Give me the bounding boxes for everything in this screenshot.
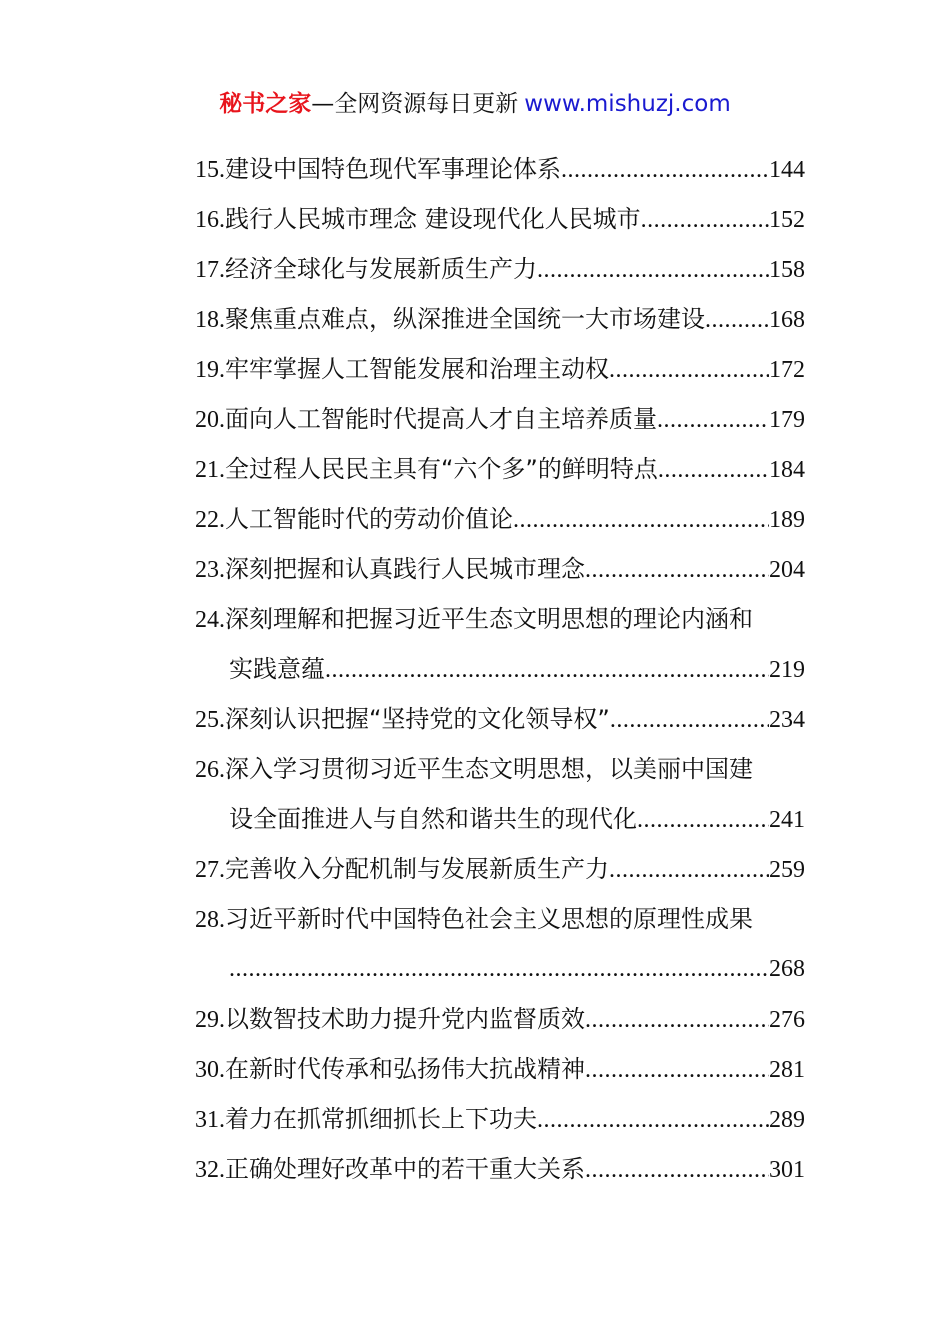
toc-entry-title: 全过程人民民主具有“六个多”的鲜明特点 — [225, 455, 658, 483]
toc-page-number: 158 — [769, 257, 805, 283]
toc-entry-title: 设全面推进人与自然和谐共生的现代化 — [229, 805, 637, 833]
toc-page-number: 259 — [769, 857, 805, 883]
dot-leader — [657, 395, 769, 444]
toc-entry-number: 27. — [195, 857, 225, 883]
toc-entry-number: 17. — [195, 257, 225, 283]
dot-leader — [610, 695, 769, 744]
brand-name: 秘书之家 — [219, 91, 312, 117]
toc-page-number: 219 — [769, 657, 805, 683]
toc-entry-number: 21. — [195, 457, 225, 483]
toc-entry-number: 26. — [195, 757, 225, 783]
toc-entry-number: 16. — [195, 207, 225, 233]
dot-leader — [585, 1145, 769, 1194]
toc-entry-number: 29. — [195, 1007, 225, 1033]
toc-entry-number: 15. — [195, 157, 225, 183]
toc-entry-title: 深刻把握和认真践行人民城市理念 — [225, 555, 585, 583]
toc-entry-number: 23. — [195, 557, 225, 583]
toc-page-number: 172 — [769, 357, 805, 383]
toc-entry-title: 深入学习贯彻习近平生态文明思想，以美丽中国建 — [225, 755, 753, 783]
toc-entry-title: 习近平新时代中国特色社会主义思想的原理性成果 — [225, 905, 753, 933]
toc-entry-title: 在新时代传承和弘扬伟大抗战精神 — [225, 1055, 585, 1083]
dot-leader — [325, 645, 769, 694]
toc-entry[interactable] — [195, 694, 805, 744]
toc-entry-title: 牢牢掌握人工智能发展和治理主动权 — [225, 355, 609, 383]
toc-entry-title: 聚焦重点难点，纵深推进全国统一大市场建设 — [225, 305, 705, 333]
toc-page-number: 289 — [769, 1107, 805, 1133]
toc-entry-continuation[interactable] — [195, 794, 805, 844]
dot-leader — [537, 1095, 769, 1144]
dot-leader — [609, 845, 769, 894]
toc-entry-continuation[interactable] — [195, 944, 805, 994]
dot-leader — [537, 245, 769, 294]
toc-entry[interactable] — [195, 1144, 805, 1194]
toc-entry-title: 以数智技术助力提升党内监督质效 — [225, 1005, 585, 1033]
toc-entry-title: 深刻理解和把握习近平生态文明思想的理论内涵和 — [225, 605, 753, 633]
toc-entry-title: 建设中国特色现代军事理论体系 — [225, 155, 561, 183]
toc-entry-title: 完善收入分配机制与发展新质生产力 — [225, 855, 609, 883]
toc-entry-title: 深刻认识把握“坚持党的文化领导权” — [225, 705, 610, 733]
dot-leader — [609, 345, 769, 394]
toc-page-number: 152 — [769, 207, 805, 233]
toc-entry-title: 人工智能时代的劳动价值论 — [225, 505, 513, 533]
toc-entry[interactable] — [195, 1094, 805, 1144]
toc-entry-title: 面向人工智能时代提高人才自主培养质量 — [225, 405, 657, 433]
toc-entry[interactable] — [195, 394, 805, 444]
toc-entry-number: 24. — [195, 607, 225, 633]
toc-entry-title: 正确处理好改革中的若干重大关系 — [225, 1155, 585, 1183]
dot-leader — [229, 944, 769, 994]
toc-page-number: 241 — [769, 807, 805, 833]
toc-entry[interactable] — [195, 344, 805, 394]
dot-leader — [513, 495, 769, 544]
toc-entry-number: 20. — [195, 407, 225, 433]
toc-entry-number: 30. — [195, 1057, 225, 1083]
dot-leader — [561, 145, 769, 194]
dot-leader — [585, 1045, 769, 1094]
toc-entry[interactable] — [195, 144, 805, 194]
toc-entry-continuation[interactable] — [195, 644, 805, 694]
toc-page-number: 184 — [769, 457, 805, 483]
dot-leader — [705, 295, 769, 344]
toc-entry-title: 经济全球化与发展新质生产力 — [225, 255, 537, 283]
toc-entry[interactable] — [195, 244, 805, 294]
toc-entry-number: 22. — [195, 507, 225, 533]
toc-page-number: 301 — [769, 1157, 805, 1183]
dot-leader — [637, 795, 769, 844]
dot-leader — [658, 445, 769, 494]
dot-leader — [641, 195, 769, 244]
table-of-contents — [195, 144, 805, 1194]
toc-entry-number: 31. — [195, 1107, 225, 1133]
toc-entry[interactable] — [195, 594, 805, 644]
toc-page-number: 204 — [769, 557, 805, 583]
toc-page-number: 268 — [769, 956, 805, 982]
toc-entry[interactable] — [195, 194, 805, 244]
toc-entry-number: 19. — [195, 357, 225, 383]
toc-entry[interactable] — [195, 294, 805, 344]
toc-entry-number: 25. — [195, 707, 225, 733]
dot-leader — [585, 545, 769, 594]
toc-entry[interactable] — [195, 1044, 805, 1094]
toc-page-number: 144 — [769, 157, 805, 183]
toc-entry-number: 28. — [195, 907, 225, 933]
toc-page-number: 276 — [769, 1007, 805, 1033]
header-tagline: —全网资源每日更新 — [311, 91, 519, 117]
toc-entry[interactable] — [195, 544, 805, 594]
toc-entry-title: 实践意蕴 — [229, 655, 325, 683]
toc-page-number: 179 — [769, 407, 805, 433]
toc-page-number: 189 — [769, 507, 805, 533]
toc-entry[interactable] — [195, 444, 805, 494]
toc-entry[interactable] — [195, 894, 805, 944]
dot-leader — [585, 995, 769, 1044]
toc-page-number: 281 — [769, 1057, 805, 1083]
toc-page-number: 168 — [769, 307, 805, 333]
website-link[interactable]: www.mishuzj.com — [524, 91, 731, 117]
toc-entry-title: 着力在抓常抓细抓长上下功夫 — [225, 1105, 537, 1133]
toc-entry[interactable] — [195, 844, 805, 894]
toc-entry[interactable] — [195, 994, 805, 1044]
toc-entry[interactable] — [195, 494, 805, 544]
page-header — [0, 88, 950, 120]
toc-entry[interactable] — [195, 744, 805, 794]
toc-entry-number: 32. — [195, 1157, 225, 1183]
toc-entry-title: 践行人民城市理念 建设现代化人民城市 — [225, 205, 641, 233]
toc-entry-number: 18. — [195, 307, 225, 333]
toc-page-number: 234 — [769, 707, 805, 733]
